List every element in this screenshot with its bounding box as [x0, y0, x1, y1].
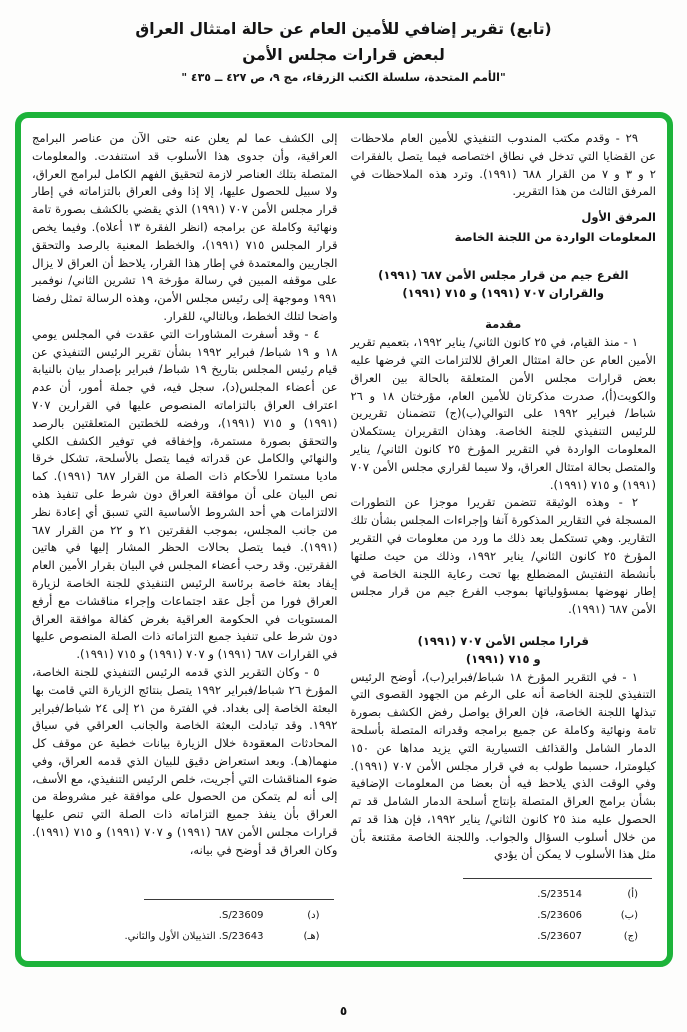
footnote-label: (د)	[307, 910, 320, 921]
footnote-text: S/23607.	[537, 931, 582, 942]
paragraph-29: ٢٩ - وقدم مكتب المندوب التنفيذي للأمين العام ملاحظات عن القضايا التي تدخل في نطاق اختصاصه فيما يتصل بالفقرات ٢ و ٣ و ٧ من القرار ٦٨٨ (١٩٩١). وترد هذه الملاحظات في المرفق الثالث من هذا التقرير.	[350, 131, 656, 199]
footnote-text: S/23606.	[537, 910, 582, 921]
resolutions-heading-line-2: و ٧١٥ (١٩٩١)	[465, 651, 541, 666]
footnote-text: S/23643. التذييلان الأول والثاني.	[124, 931, 264, 942]
section-heading-line-2: والقراران ٧٠٧ (١٩٩١) و ٧١٥ (١٩٩١)	[402, 285, 605, 300]
right-column	[351, 130, 657, 951]
footnote-label: (هـ)	[303, 931, 320, 942]
paragraph-3: ١ - في التقرير المؤرخ ١٨ شباط/فبراير(ب)، أوضح الرئيس التنفيذي للجنة الخاصة أنه على الرغم من الجهود القصوى التي تبذلها اللجنة الخاصة، فإن العراق يواصل رفض الكشف بصورة تامة ونهائية وكاملة عن جميع برامجه وقدراته المتصلة بأسلحة الدمار الشامل والقذائف التسيارية التي يزيد مداها عن ١٥٠ كيلومترا، حسبما طولب به في قرار مجلس الأمن ٧٠٧ (١٩٩١). وفي الوقت الذي يلاحظ فيه أن بعضا من المعلومات الإضافية بشأن برامج العراق المتصلة بإنتاج أسلحة الدمار الشامل قد تم الحصول عليه منذ ٢٥ كانون الثاني/ يناير ١٩٩٢، فإن هذا قد تم من خلال أسلوب السؤال والجواب. واللجنة الخاصة مقتنعة بأن مثل هذا الأسلوب لا يمكن أن يؤدي	[350, 669, 656, 862]
section-heading-line-1: الفرع جيم من قرار مجلس الأمن ٦٨٧ (١٩٩١)	[378, 267, 629, 282]
paragraph-1: ١ - منذ القيام، في ٢٥ كانون الثاني/ يناير ١٩٩٢، بتعميم تقرير الأمين العام عن حالة امتثال العراق للالتزامات التي فرضها عليه بعض قرارات مجلس الأمن المتعلقة بالحالة بين العراق والكويت(أ)، صدرت مذكرتان للأمين العام، مؤرختان ١٨ و ٢٦ شباط/ فبراير ١٩٩٢ على التوالي(ب)(ج) تتضمنان تقريرين للرئيس التنفيذي للجنة الخاصة. وهذان التقريران يستكملان المعلومات الواردة في التقرير المؤرخ ٢٥ كانون الثاني/ يناير والمتصل بحالة امتثال العراق، ولا سيما لقراري مجلس الأمن ٧٠٧ (١٩٩١) و ٧١٥ (١٩٩١).	[350, 335, 656, 492]
page-number: ٥	[339, 1004, 348, 1018]
footnote-item	[351, 888, 639, 902]
footnote-label: (ج)	[623, 931, 638, 942]
footnote-label: (ب)	[620, 910, 638, 921]
resolutions-heading-line-1: قرارا مجلس الأمن ٧٠٧ (١٩٩١)	[417, 633, 589, 648]
paragraph-2: ٢ - وهذه الوثيقة تتضمن تقريرا موجزا عن التطورات المسجلة في التقارير المذكورة آنفا وإجراءات المجلس بشأن تلك التقارير. وهي تستكمل بعد ذلك ما ورد من معلومات في التقرير المؤرخ ٢٥ كانون الثاني/ يناير ١٩٩٢، وذلك من حيث صلتها بأنشطة التفتيش المضطلع بها تحت رعاية اللجنة الخاصة في إطار نهوضها بمسؤولياتها بموجب الفرع جيم من قرار مجلس الأمن ٦٨٧ (١٩٩١).	[350, 495, 657, 617]
annex-subtitle: المعلومات الواردة من اللجنة الخاصة	[454, 229, 656, 244]
page-title-line-1: (تابع) تقرير إضافي للأمين العام عن حالة امتثال العراق	[135, 20, 552, 38]
footnote-text: S/23609.	[218, 910, 264, 921]
footnote-text: S/23514.	[537, 889, 582, 900]
introduction-heading: مقدمة	[485, 317, 522, 332]
footnote-item	[32, 930, 320, 944]
footnote-item	[351, 909, 639, 923]
paragraph-3-continuation: إلى الكشف عما لم يعلن عنه حتى الآن من عناصر البرامج العراقية، وأن جدوى هذا الأسلوب قد استنفدت. والمعلومات المتصلة بتلك العناصر لازمة لتحقيق الفهم الكامل لبرامج العراق، ولا سبيل للحصول عليها، إلا إذا وفى العراق بالتزاماته في إطار قرار مجلس الأمن ٧٠٧ (١٩٩١) الذي يقضي بالكشف بصورة تامة ونهائية وكاملة عن برامجه (انظر الفقرة ١٣ أعلاه). وفيما يخص قرار المجلس ٧١٥ (١٩٩١)، والخطط المعنية بالرصد والتحقق الجاريين والمعتمدة في إطار هذا القرار، يلاحظ أن العراق لا يزال على موقفه المبين في رسالة مؤرخة ١٩ تشرين الثاني/ نوفمبر ١٩٩١ وموجهة إلى رئيس مجلس الأمن، وهذه الرسالة تمثل رفضا واضحا لتلك الخطط، وبالتالي، للقرار.	[32, 131, 338, 323]
left-footnotes	[32, 895, 338, 951]
paragraph-4: ٤ - وقد أسفرت المشاورات التي عقدت في المجلس يومي ١٨ و ١٩ شباط/ فبراير ١٩٩٢ بشأن تقرير الرئيس التنفيذي عن قيام رئيس المجلس بتاريخ ١٩ شباط/ فبراير بإصدار بيان بالنيابة عن أعضاء المجلس(د)، سجل فيه، في جملة أمور، أن عدم اعتراف العراق بالتزاماته المنصوص عليها في القرارين ٧٠٧ (١٩٩١) و ٧١٥ (١٩٩١)، ورفضه للخطتين المتعلقتين بالرصد والتحقق بصورة مستمرة، وإخفاقه في توفير الكشف الكلي والنهائي والكامل عن قدراته فيما يتصل بالأسلحة، تشكل خرقا ماديا مستمرا للأحكام ذات الصلة من القرار ٦٨٧ (١٩٩١). كما نص البيان على أن موافقة العراق دون شرط على تنفيذ هذه الالتزامات هي أحد الشروط الأساسية التي تسبق أي إعادة نظر من جانب المجلس، بموجب الفقرتين ٢١ و ٢٢ من القرار ٦٨٧ (١٩٩١). فيما يتصل بحالات الحظر المشار إليها في هاتين الفقرتين. وقد رحب أعضاء المجلس في البيان بقرار الأمين العام إيفاد بعثة خاصة برئاسة الرئيس التنفيذي للجنة الخاصة لزيارة العراق فورا من أجل عقد اجتماعات وإجراء مناقشات مع أرفع المستويات في الحكومة العراقية بغرض كفالة موافقة العراق دون شرط على تنفيذ جميع التزاماته ذات الصلة المنصوص عليها في القرارات ٦٨٧ (١٩٩١) و ٧٠٧ (١٩٩١) و ٧١٥ (١٩٩١).	[32, 326, 338, 662]
left-column	[32, 130, 338, 951]
right-footnotes	[351, 874, 657, 951]
footnote-divider	[463, 878, 652, 879]
footnote-item	[351, 930, 639, 944]
source-citation: "الأمم المتحدة، سلسلة الكتب الزرقاء، مج ٩، ص ٤٢٧ ــ ٤٣٥ "	[181, 71, 506, 84]
content-frame	[15, 112, 673, 967]
page-title-line-2: لبعض قرارات مجلس الأمن	[242, 46, 445, 64]
footnote-item	[32, 909, 320, 923]
document-header	[0, 0, 687, 84]
footnote-divider	[144, 899, 333, 900]
footnote-label: (أ)	[627, 889, 638, 900]
paragraph-5: ٥ - وكان التقرير الذي قدمه الرئيس التنفيذي للجنة الخاصة، المؤرخ ٢٦ شباط/فبراير ١٩٩٢ يتصل بنتائج الزيارة التي قامت بها البعثة الخاصة إلى بغداد. في الفترة من ٢١ إلى ٢٤ شباط/فبراير ١٩٩٢. وقد تبادلت البعثة الخاصة والجانب العراقي في سياق المحادثات المعقودة خلال الزيارة بيانات خطية عن موقف كل منهما(هـ). وبعد استعراض دقيق للبيان الذي قدمه العراق، وفي ضوء المناقشات التي أجريت، خلص الرئيس التنفيذي، مع الأسف، إلى أنه لم يتمكن من الحصول على موافقة غير مشروطة من العراق بأن ينفذ جميع التزاماته ذات الصلة التي تنص عليها قرارات مجلس الأمن ٦٨٧ (١٩٩١) و ٧٠٧ (١٩٩١) و ٧١٥ (١٩٩١). وكان العراق قد أوضح في بيانه،	[32, 664, 338, 857]
annex-title: المرفق الأول	[581, 210, 656, 225]
